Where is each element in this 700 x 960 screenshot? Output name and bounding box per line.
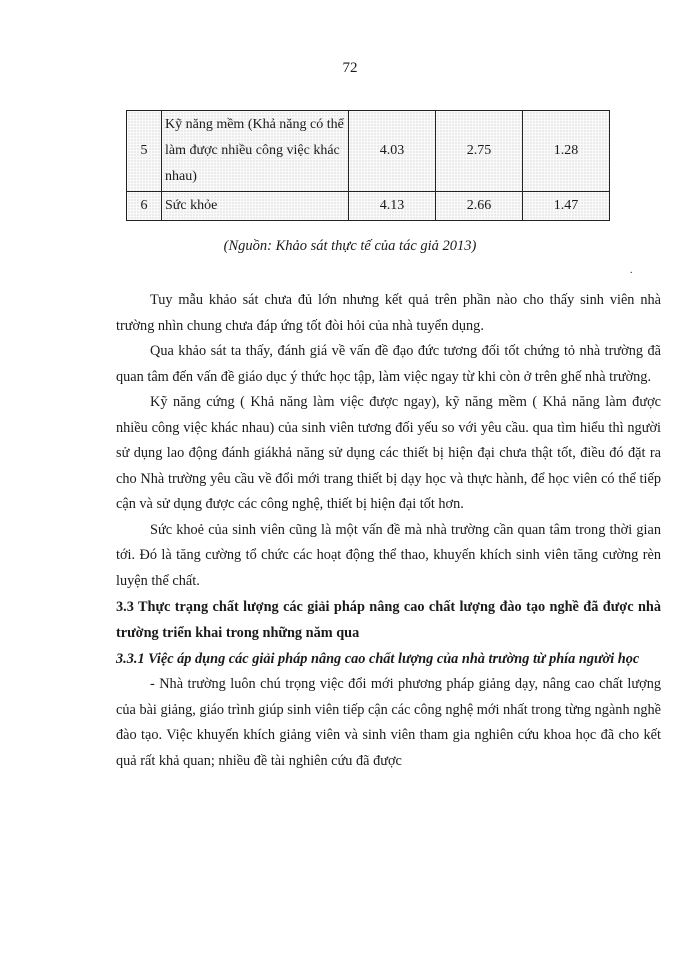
paragraph: Kỹ năng cứng ( Khả năng làm việc được ngay), kỹ năng mềm ( Khả năng làm được nhiều công việc khác nhau) của sinh viên tương đối yếu so với yêu cầu. qua tìm hiểu thì người sử dụng lao động đánh giákhả năng sử dụng các thiết bị hiện đại chưa thật tốt, điều đó đặt ra cho Nhà trường yêu cầu về đổi mới trang thiết bị dạy học và thực hành, để học viên có thể tiếp cận và sử dụng được các công nghệ, thiết bị hiện đại tốt hơn. <box>116 394 661 512</box>
row-number: 6 <box>127 192 162 221</box>
table-row <box>127 192 610 221</box>
value-cell: 4.03 <box>349 111 436 192</box>
value-cell: 4.13 <box>349 192 436 221</box>
subsection-heading: 3.3.1 Việc áp dụng các giải pháp nâng cao chất lượng của nhà trường từ phía người học <box>116 651 640 667</box>
paragraph: - Nhà trường luôn chú trọng việc đổi mới phương pháp giảng dạy, nâng cao chất lượng của bài giảng, giáo trình giúp sinh viên tiếp cận các công nghệ mới nhất trong từng ngành nghề đào tạo. Việc khuyến khích giảng viên và sinh viên tham gia nghiên cứu khoa học đã cho kết quả rất khả quan; nhiều đề tài nghiên cứu đã được <box>116 676 661 769</box>
value-cell: 2.75 <box>436 111 523 192</box>
section-heading: 3.3 Thực trạng chất lượng các giải pháp nâng cao chất lượng đào tạo nghề đã được nhà trường triển khai trong những năm qua <box>116 599 661 641</box>
paragraph: Sức khoẻ của sinh viên cũng là một vấn đề mà nhà trường cần quan tâm trong thời gian tới. Đó là tăng cường tổ chức các hoạt động thể thao, khuyến khích sinh viên tăng cường rèn luyện thể chất. <box>116 521 661 589</box>
value-cell: 1.28 <box>523 111 610 192</box>
stray-dot: . <box>630 265 633 276</box>
table-row <box>127 111 610 192</box>
criterion-name: Sức khỏe <box>162 192 349 221</box>
criterion-name: Kỹ năng mềm (Khả năng có thể làm được nhiều công việc khác nhau) <box>162 111 349 192</box>
table-source-note: (Nguồn: Khảo sát thực tế của tác giả 2013) <box>223 238 477 254</box>
paragraph: Qua khảo sát ta thấy, đánh giá về vấn đề đạo đức tương đối tốt chứng tỏ nhà trường đã quan tâm đến vấn đề giáo dục ý thức học tập, làm việc ngay từ khi còn ở trên ghế nhà trường. <box>116 343 661 385</box>
row-number: 5 <box>127 111 162 192</box>
body-text <box>116 288 661 774</box>
page-number: 72 <box>342 60 358 76</box>
survey-table <box>126 110 610 221</box>
value-cell: 1.47 <box>523 192 610 221</box>
paragraph: Tuy mẫu khảo sát chưa đủ lớn nhưng kết quả trên phần nào cho thấy sinh viên nhà trường nhìn chung chưa đáp ứng tốt đòi hỏi của nhà tuyển dụng. <box>116 292 661 334</box>
value-cell: 2.66 <box>436 192 523 221</box>
